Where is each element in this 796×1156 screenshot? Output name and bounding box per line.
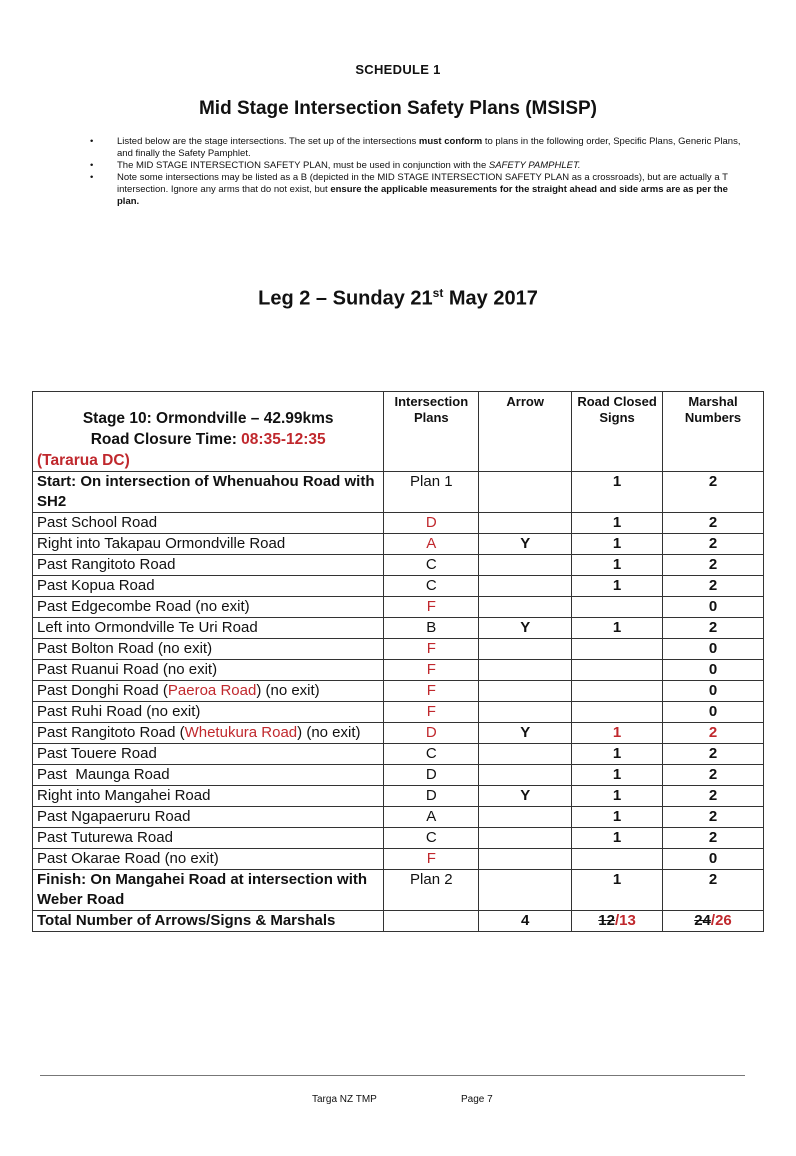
row-description: Past Rangitoto Road	[33, 555, 384, 576]
row-road-signs: 1	[572, 870, 663, 911]
row-arrow	[479, 681, 572, 702]
row-road-signs: 1	[572, 513, 663, 534]
row-marshals: 2	[663, 534, 764, 555]
row-road-signs: 1	[572, 555, 663, 576]
instruction-item	[90, 172, 750, 208]
row-description: Start: On intersection of Whenuahou Road with SH2	[33, 472, 384, 513]
schedule-heading: SCHEDULE 1	[355, 62, 441, 77]
row-road-signs: 1	[572, 534, 663, 555]
row-marshals: 0	[663, 660, 764, 681]
row-description: Past Ruanui Road (no exit)	[33, 660, 384, 681]
row-description-alt-road: Whetukura Road	[184, 724, 298, 741]
row-description: Past Edgecombe Road (no exit)	[33, 597, 384, 618]
instruction-emphasis: must conform	[418, 136, 483, 147]
row-road-signs: 1	[572, 723, 663, 744]
table-row	[33, 807, 764, 828]
row-marshals: 0	[663, 849, 764, 870]
row-arrow: Y	[479, 786, 572, 807]
instruction-emphasis: ensure the applicable measurements for the straight ahead and side arms are as per the plan.	[117, 184, 728, 207]
row-road-signs: 1	[572, 786, 663, 807]
row-road-signs: 1	[572, 807, 663, 828]
table-row	[33, 849, 764, 870]
row-road-signs	[572, 639, 663, 660]
closure-time: 08:35-12:35	[241, 431, 326, 448]
row-marshals: 2	[663, 807, 764, 828]
table-row	[33, 618, 764, 639]
row-marshals: 2	[663, 870, 764, 911]
page-number: Page 7	[461, 1094, 493, 1105]
footer-divider	[40, 1075, 745, 1076]
row-description: Past Touere Road	[33, 744, 384, 765]
row-road-signs	[572, 681, 663, 702]
row-description: Right into Mangahei Road	[33, 786, 384, 807]
row-road-signs: 1	[572, 576, 663, 597]
row-description: Past Bolton Road (no exit)	[33, 639, 384, 660]
row-marshals: 2	[663, 765, 764, 786]
row-road-signs: 1	[572, 828, 663, 849]
col-header-plans: Intersection Plans	[384, 392, 479, 472]
row-road-signs	[572, 597, 663, 618]
council-name: (Tararua DC)	[37, 452, 130, 469]
row-plan: Plan 2	[384, 870, 479, 911]
row-description-text: Past Rangitoto Road (	[37, 724, 185, 741]
table-row	[33, 576, 764, 597]
instruction-text: to plans in the following order, Specific Plans, Generic Plans, and finally the Safety Pamphlet.	[117, 136, 741, 159]
row-description	[33, 723, 384, 744]
row-arrow	[479, 870, 572, 911]
row-arrow	[479, 807, 572, 828]
table-row	[33, 639, 764, 660]
total-marshals	[663, 911, 764, 932]
row-marshals: 0	[663, 681, 764, 702]
total-marshals-new: /26	[710, 912, 732, 929]
row-plan: D	[384, 765, 479, 786]
row-road-signs: 1	[572, 618, 663, 639]
table-row	[33, 681, 764, 702]
row-description	[33, 681, 384, 702]
row-arrow	[479, 828, 572, 849]
leg-title	[0, 286, 796, 311]
table-row	[33, 744, 764, 765]
total-road-signs-new: /13	[614, 912, 636, 929]
total-road-signs-old: 12	[598, 912, 615, 929]
instruction-emphasis: SAFETY PAMPHLET.	[488, 160, 581, 171]
row-plan: C	[384, 555, 479, 576]
row-marshals: 2	[663, 828, 764, 849]
total-label: Total Number of Arrows/Signs & Marshals	[33, 911, 384, 932]
row-description: Past Kopua Road	[33, 576, 384, 597]
row-arrow	[479, 765, 572, 786]
row-road-signs: 1	[572, 765, 663, 786]
instruction-text: The MID STAGE INTERSECTION SAFETY PLAN, must be used in conjunction with the	[117, 160, 489, 171]
row-plan: F	[384, 702, 479, 723]
row-plan: F	[384, 597, 479, 618]
total-arrows: 4	[479, 911, 572, 932]
row-marshals: 2	[663, 576, 764, 597]
table-row-start	[33, 472, 764, 513]
instruction-text: Listed below are the stage intersections. The set up of the intersections	[117, 136, 419, 147]
row-description: Past School Road	[33, 513, 384, 534]
row-arrow: Y	[479, 618, 572, 639]
table-row-finish	[33, 870, 764, 911]
total-marshals-old: 24	[694, 912, 711, 929]
table-row	[33, 765, 764, 786]
row-description: Finish: On Mangahei Road at intersection with Weber Road	[33, 870, 384, 911]
row-marshals: 2	[663, 618, 764, 639]
row-plan: C	[384, 576, 479, 597]
row-marshals: 0	[663, 597, 764, 618]
row-arrow	[479, 744, 572, 765]
row-arrow: Y	[479, 534, 572, 555]
col-header-road-closed: Road Closed Signs	[572, 392, 663, 472]
row-arrow	[479, 513, 572, 534]
table-row	[33, 597, 764, 618]
row-road-signs	[572, 702, 663, 723]
table-row	[33, 786, 764, 807]
table-row	[33, 828, 764, 849]
row-description: Past Ngapaeruru Road	[33, 807, 384, 828]
leg-title-suffix: st	[432, 286, 444, 300]
row-marshals: 2	[663, 786, 764, 807]
intersection-table	[32, 391, 764, 932]
row-arrow	[479, 555, 572, 576]
row-arrow	[479, 576, 572, 597]
row-arrow	[479, 849, 572, 870]
row-plan: D	[384, 723, 479, 744]
row-description: Right into Takapau Ormondville Road	[33, 534, 384, 555]
row-plan: F	[384, 849, 479, 870]
row-plan: C	[384, 744, 479, 765]
row-road-signs	[572, 849, 663, 870]
table-row-total	[33, 911, 764, 932]
instructions-list	[90, 136, 750, 208]
row-description: Past Maunga Road	[33, 765, 384, 786]
row-arrow	[479, 702, 572, 723]
table-row	[33, 660, 764, 681]
row-plan: D	[384, 513, 479, 534]
row-arrow	[479, 597, 572, 618]
row-plan: A	[384, 807, 479, 828]
row-plan: B	[384, 618, 479, 639]
row-description: Past Tuturewa Road	[33, 828, 384, 849]
stage-name: Stage 10: Ormondville – 42.99kms	[82, 410, 334, 427]
leg-title-text: May 2017	[443, 287, 538, 310]
row-marshals: 0	[663, 639, 764, 660]
row-description: Past Ruhi Road (no exit)	[33, 702, 384, 723]
row-marshals: 2	[663, 555, 764, 576]
table-row	[33, 723, 764, 744]
row-arrow: Y	[479, 723, 572, 744]
table-row	[33, 513, 764, 534]
table-row	[33, 702, 764, 723]
instruction-text: Note some intersections may be listed as a B (depicted in the MID STAGE INTERSECTION SAFETY PLAN as a crossroads), but are actually a T intersection. Ignore any arms that do not exist, but	[117, 172, 728, 195]
row-plan: F	[384, 639, 479, 660]
row-plan: D	[384, 786, 479, 807]
row-marshals: 2	[663, 723, 764, 744]
row-marshals: 2	[663, 513, 764, 534]
row-road-signs: 1	[572, 744, 663, 765]
instruction-item	[90, 160, 750, 172]
leg-title-text: Leg 2 – Sunday 21	[258, 287, 433, 310]
row-marshals: 0	[663, 702, 764, 723]
footer-document-name: Targa NZ TMP	[312, 1094, 377, 1105]
table-row	[33, 534, 764, 555]
row-road-signs: 1	[572, 472, 663, 513]
row-description-text: ) (no exit)	[297, 724, 361, 741]
instruction-item	[90, 136, 750, 160]
row-arrow	[479, 660, 572, 681]
row-road-signs	[572, 660, 663, 681]
row-description: Past Okarae Road (no exit)	[33, 849, 384, 870]
row-description-text: ) (no exit)	[256, 682, 320, 699]
table-row	[33, 555, 764, 576]
row-plan: Plan 1	[384, 472, 479, 513]
closure-label: Road Closure Time:	[90, 431, 242, 448]
row-marshals: 2	[663, 744, 764, 765]
row-plan: F	[384, 660, 479, 681]
stage-header	[33, 392, 384, 472]
total-plan	[384, 911, 479, 932]
row-plan: C	[384, 828, 479, 849]
row-plan: A	[384, 534, 479, 555]
row-arrow	[479, 472, 572, 513]
total-road-signs	[572, 911, 663, 932]
row-plan: F	[384, 681, 479, 702]
row-arrow	[479, 639, 572, 660]
row-marshals: 2	[663, 472, 764, 513]
row-description-alt-road: Paeroa Road	[167, 682, 257, 699]
row-description: Left into Ormondville Te Uri Road	[33, 618, 384, 639]
col-header-arrow: Arrow	[479, 392, 572, 472]
col-header-marshal: Marshal Numbers	[663, 392, 764, 472]
page-title: Mid Stage Intersection Safety Plans (MSISP)	[198, 98, 598, 119]
table-header-row	[33, 392, 764, 472]
row-description-text: Past Donghi Road (	[37, 682, 168, 699]
